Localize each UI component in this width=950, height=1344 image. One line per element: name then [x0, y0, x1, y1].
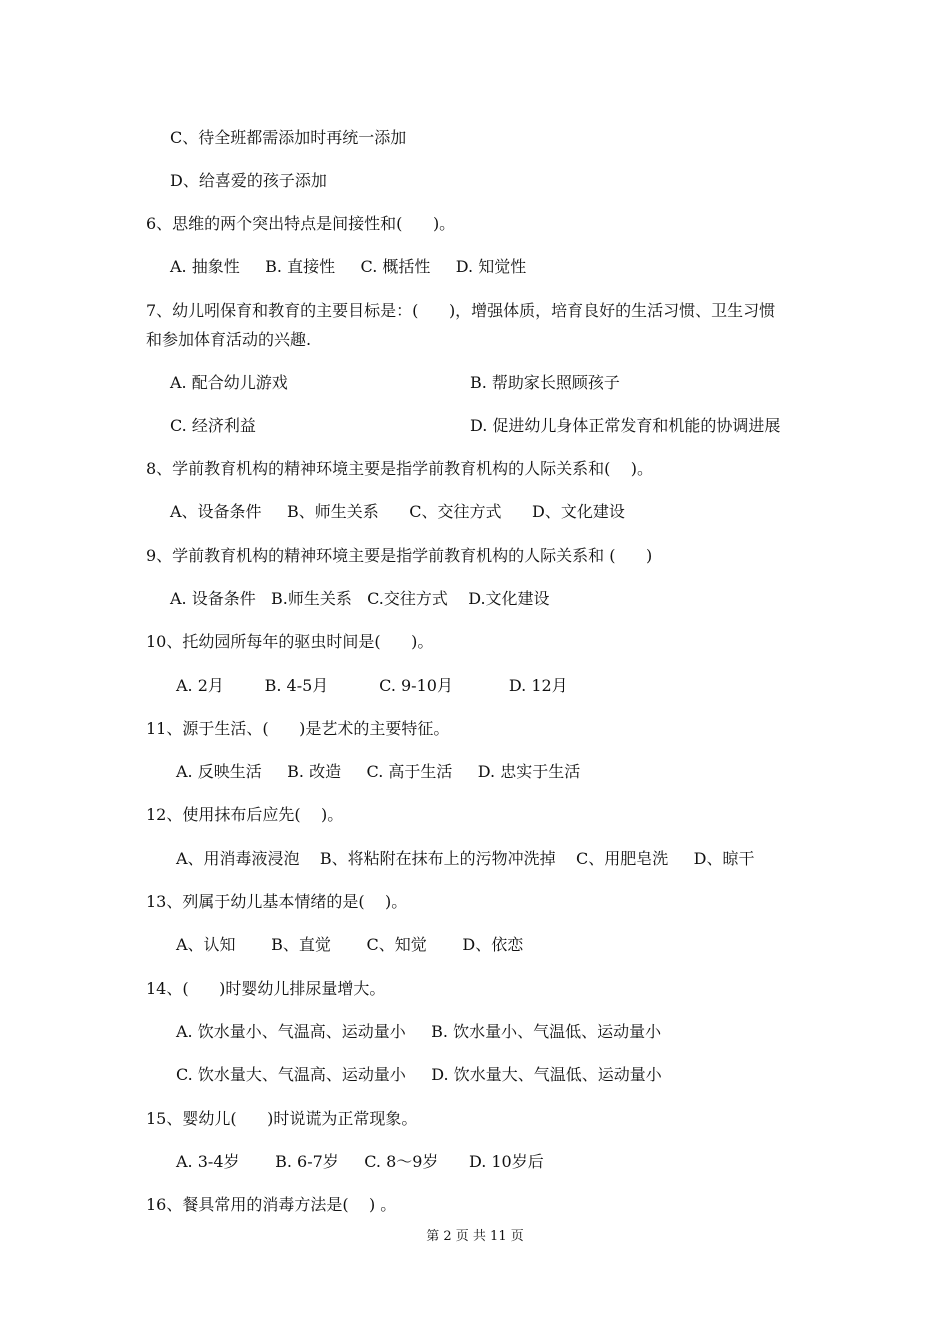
- question-line: 7、幼儿吲保育和教育的主要目标是：( )，增强体质，培育良好的生活习惯、卫生习惯: [146, 301, 776, 320]
- question-line: 14、( )时婴幼儿排尿量增大。: [146, 979, 386, 998]
- question-line: 和参加体育活动的兴趣.: [146, 330, 312, 349]
- option-line: A、认知 B、直觉 C、知觉 D、依恋: [176, 935, 524, 954]
- option-line: A. 设备条件 B.师生关系 C.交往方式 D.文化建设: [170, 589, 550, 608]
- option-line: C、待全班都需添加时再统一添加: [170, 128, 407, 147]
- question-line: 10、托幼园所每年的驱虫时间是( )。: [146, 632, 434, 651]
- option-line: A、用消毒液浸泡 B、将粘附在抹布上的污物冲洗掉 C、用肥皂洗 D、晾干: [176, 849, 755, 868]
- option-line: A、设备条件 B、师生关系 C、交往方式 D、文化建设: [170, 502, 625, 521]
- option-line: A. 2月 B. 4-5月 C. 9-10月 D. 12月: [176, 676, 568, 695]
- option-c: C. 经济利益: [170, 416, 256, 435]
- option-line: D、给喜爱的孩子添加: [170, 171, 327, 190]
- question-line: 11、源于生活、( )是艺术的主要特征。: [146, 719, 450, 738]
- option-line: A. 抽象性 B. 直接性 C. 概括性 D. 知觉性: [170, 257, 527, 276]
- option-line: C. 饮水量大、气温高、运动量小 D. 饮水量大、气温低、运动量小: [176, 1065, 662, 1084]
- question-line: 9、学前教育机构的精神环境主要是指学前教育机构的人际关系和 ( ): [146, 546, 653, 565]
- question-line: 12、使用抹布后应先( )。: [146, 805, 344, 824]
- question-line: 6、思维的两个突出特点是间接性和( )。: [146, 214, 456, 233]
- option-line: A. 3-4岁 B. 6-7岁 C. 8～9岁 D. 10岁后: [176, 1152, 544, 1171]
- option-a: A. 配合幼儿游戏: [170, 373, 288, 392]
- option-b: B. 帮助家长照顾孩子: [470, 373, 620, 392]
- question-line: 8、学前教育机构的精神环境主要是指学前教育机构的人际关系和( )。: [146, 459, 654, 478]
- page-footer: 第 2 页 共 11 页: [426, 1229, 524, 1244]
- option-d: D. 促进幼儿身体正常发育和机能的协调进展: [470, 416, 781, 435]
- option-line: A. 饮水量小、气温高、运动量小 B. 饮水量小、气温低、运动量小: [176, 1022, 662, 1041]
- question-line: 16、餐具常用的消毒方法是( ) 。: [146, 1195, 397, 1214]
- option-line: A. 反映生活 B. 改造 C. 高于生活 D. 忠实于生活: [176, 762, 581, 781]
- question-line: 15、婴幼儿( )时说谎为正常现象。: [146, 1109, 418, 1128]
- question-line: 13、列属于幼儿基本情绪的是( )。: [146, 892, 408, 911]
